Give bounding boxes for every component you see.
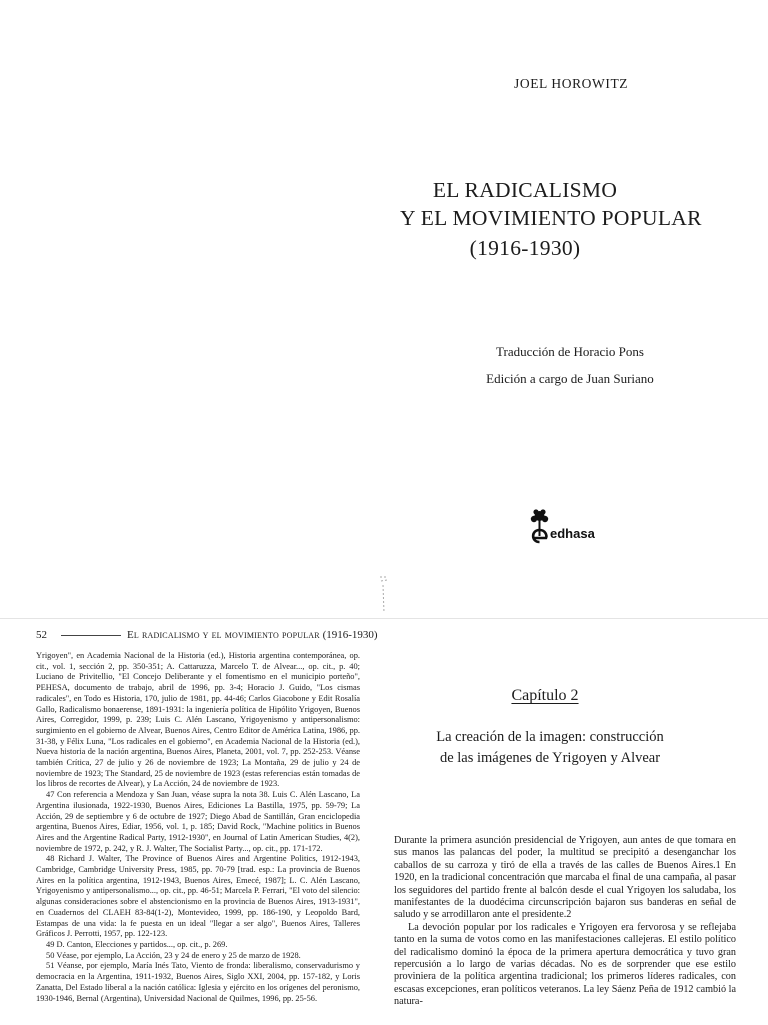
chapter-title-line-2: de las imágenes de Yrigoyen y Alvear — [439, 750, 661, 766]
publisher-name: edhasa — [550, 526, 595, 541]
footnote-50: 50 Véase, por ejemplo, La Acción, 23 y 24 de enero y 25 de marzo de 1928. — [46, 950, 301, 960]
book-title-line-1: EL RADICALISMO — [432, 178, 618, 202]
body-paragraph-2: La devoción popular por los radicales e Yrigoyen era fervorosa y se reflejaba tanto en la suma de votos como en las manifestaciones callejeras. El estilo político del radicalismo dominó la época de la primera apertura democrática y tuvo gran repercusión a lo largo de varias décadas. No es de sorprender que ese estilo proviniera de la política argentina tradicional; los primeros líderes radicales, con escasas excepciones, eran políticos veteranos. La ley Sáenz Peña de 1912 cambió la natura- — [394, 921, 736, 1008]
body-paragraph-1: Durante la primera asunción presidencial de Yrigoyen, aun antes de que tomara en sus manos las palancas del poder, la multitud se precipitó a desenganchar los caballos de su carroza y tiró de ella a través de las calles de Buenos Aires.1 En 1920, en la tradicional concentración que marcaba el final de una campaña, al pasar los seguidores del partido frente al balcón desde el cual Yrigoyen los saludaba, los manifestantes de la duodécima circunscripción bajaron sus banderas en señal de saludo y se arrodillaron ante el presidente.2 — [394, 835, 736, 921]
running-title: El radicalismo y el movimiento popular — [127, 629, 320, 641]
page-number: 52 — [36, 629, 47, 641]
running-years: (1916-1930) — [322, 629, 378, 641]
running-header — [36, 629, 378, 641]
edition-credit: Edición a cargo de Juan Suriano — [486, 371, 654, 386]
translation-credit: Traducción de Horacio Pons — [496, 344, 644, 359]
footnote-49: 49 D. Canton, Elecciones y partidos..., op. cit., p. 269. — [46, 939, 228, 949]
book-title-line-2: Y EL MOVIMIENTO POPULAR — [400, 206, 702, 230]
book-title-years: (1916-1930) — [469, 236, 581, 260]
header-rule — [61, 635, 121, 636]
footnote-47: 47 Con referencia a Mendoza y San Juan, véase supra la nota 38. Luis C. Alén Lascano, La Argentina ilusionada, 1922-1930, Buenos Aires, Ediciones La Bastilla, 1975, pp. 59-79; La Acción, 29 de septiembre y 6 de octubre de 1927; Diego Abad de Santillán, Gran enciclopedia argentina, Buenos Aires, Ediar, 1956, vol. 1, p. 185; David Rock, "Machine politics in Buenos Aires and the Argentine Radical Party, 1912-1930", en Journal of Latin American Studies, 4(2), noviembre de 1972, p. 242, y R. J. Walter, The Socialist Party..., op. cit., pp. 171-172. — [36, 790, 360, 853]
footnote-51: 51 Véanse, por ejemplo, María Inés Tato, Viento de fronda: liberalismo, conservadurismo y democracia en la Argentina, 1911-1932, Buenos Aires, Siglo XXI, 2004, pp. 157-182, y Loris Zanatta, Del Estado liberal a la nación católica: Iglesia y ejército en los orígenes del peronismo, 1930-1946, Bernal (Argentina), Universidad Nacional de Quilmes, 1996, pp. 25-56. — [36, 961, 360, 1003]
scan-fold-mark-icon — [378, 575, 390, 615]
footnotes-block — [36, 651, 360, 1004]
footnote-48: 48 Richard J. Walter, The Province of Buenos Aires and Argentine Politics, 1912-1943, Cambridge, Cambridge University Press, 1985, pp. 70-79 [trad. esp.: La provincia de Buenos Aires en la política argentina, 1912-1943, Buenos Aires, Emecé, 1987]; L. C. Alén Lascano, Yrigoyenismo y antipersonalismo..., op. cit., pp. 46-51; Marcela P. Ferrari, "El voto del silencio: algunas consideraciones sobre el abstencionismo en la provincia de Buenos Aires, 1913-1931", en Cuadernos del CLAEH 83-84(1-2), Montevideo, 1999, pp. 186-190, y Leopoldo Bard, Estampas de una vida: la fe puesta en un ideal "llegar a ser algo", Buenos Aires, Talleres Gráficos J. Perrotti, 1957, pp. 122-123. — [36, 854, 360, 939]
author-name: JOEL HOROWITZ — [514, 76, 629, 91]
chapter-body — [394, 835, 736, 1009]
interior-spread — [0, 618, 768, 1025]
chapter-title-line-1: La creación de la imagen: construcción — [436, 729, 664, 745]
footnote-continued: Yrigoyen", en Academia Nacional de la Historia (ed.), Historia argentina contemporánea, op. cit., vol. 1, sección 2, pp. 350-351; A. Cattaruzza, Marcelo T. de Alvear..., op. cit., p. 40; Luciano de Privitellio, "El Concejo Deliberante y el fomentismo en el municipio porteño", PEHESA, documento de trabajo, abril de 1996, pp. 3-4; Horacio J. Guido, "Los cismas radicales", en Todo es Historia, 170, julio de 1981, pp. 44-46; Carlos Giacobone y Edit Rosalía Gallo, Radicalismo bonaerense, 1891-1931: la ingeniería política de Hipólito Yrigoyen, Buenos Aires, Corregidor, 1999, p. 239; Luis C. Alén Lascano, Yrigoyenismo y antipersonalismo: surgimiento en el gobierno de Alvear, Buenos Aires, Centro Editor de América Latina, 1986, pp. 31-38, y Félix Luna, "Los radicales en el gobierno", en Academia Nacional de la Historia (ed.), Nueva historia de la nación argentina, Buenos Aires, Planeta, 2001, vol. 7, pp. 252-253. Véanse también Crítica, 27 de julio y 26 de noviembre de 1923; La Montaña, 29 de julio y 24 de noviembre de 1923; The Standard, 25 de noviembre de 1923 (estas referencias están tomadas de los libros de recortes de Alvear), y La Acción, 24 de noviembre de 1923. — [36, 651, 360, 789]
chapter-label: Capítulo 2 — [511, 687, 579, 704]
